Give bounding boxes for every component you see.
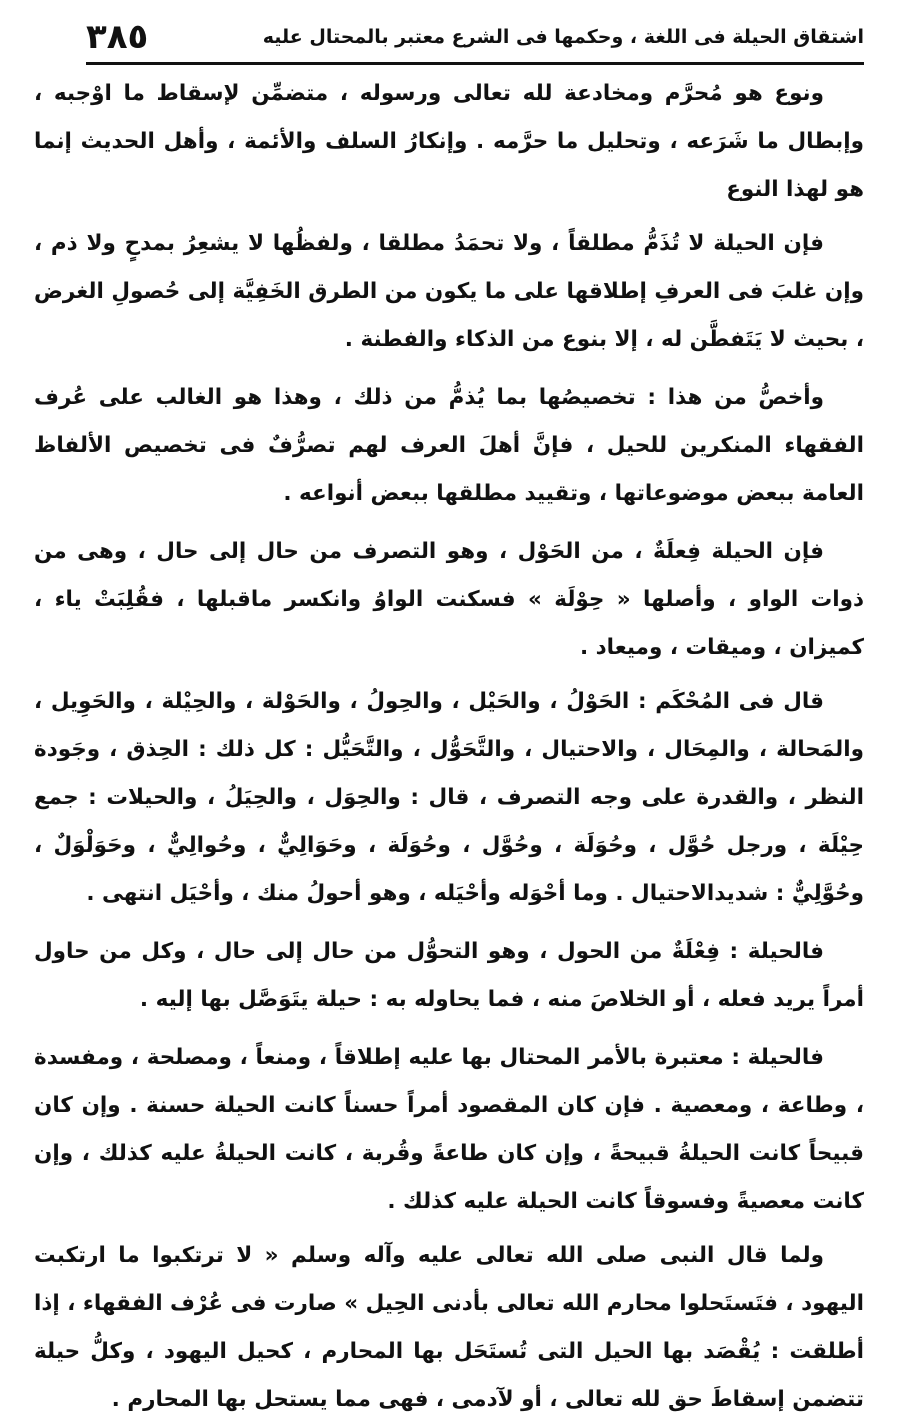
page-number: ٣٨٥: [86, 17, 149, 57]
paragraph: ولما قال النبى صلى الله تعالى عليه وآله وسلم « لا ترتكبوا ما ارتكبت اليهود ، فتَستَحلوا محارم الله تعالى بأدنى الحِيل » صارت فى عُرْف الفقهاء ، إذا أطلقت : يُقْصَد بها الحيل التى تُستَحَل بها المحارم ، كحيل اليهود ، وكلُّ حيلة تتضمن إسقاطَ حق لله تعالى ، أو لآدمى ، فهى مما يستحل بها المحارم .: [34, 1243, 864, 1412]
paragraph: فإن الحيلة لا تُذَمُّ مطلقاً ، ولا تحمَدُ مطلقا ، ولفظُها لا يشعِرُ بمدحٍ ولا ذم ، وإن غلبَ فى العرفِ إطلاقها على ما يكون من الطرق الخَفِيَّة إلى حُصولِ الغرض ، بحيث لا يَتَفطَّن له ، إلا بنوع من الذكاء والفطنة .: [34, 231, 864, 352]
paragraph: ونوع هو مُحرَّم ومخادعة لله تعالى ورسوله ، متضمِّن لإسقاط ما اوْجبه ، وإبطال ما شَرَعه ، وتحليل ما حرَّمه . وإنكارُ السلف والأئمة ، وأهل الحديث إنما هو لهذا النوع: [34, 81, 864, 202]
page-body: [34, 70, 864, 1412]
running-title: اشتقاق الحيلة فى اللغة ، وحكمها فى الشرع معتبر بالمحتال عليه: [262, 26, 864, 48]
paragraph: وأخصُّ من هذا : تخصيصُها بما يُذمُّ من ذلك ، وهذا هو الغالب على عُرف الفقهاء المنكرين للحيل ، فإنَّ أهلَ العرف لهم تصرُّفٌ فى تخصيص الألفاظ العامة ببعض موضوعاتها ، وتقييد مطلقها ببعض أنواعه .: [34, 385, 864, 506]
paragraph: فالحيلة : فِعْلَةٌ من الحول ، وهو التحوُّل من حال إلى حال ، وكل من حاول أمراً يريد فعله ، أو الخلاصَ منه ، فما يحاوله به : حيلة يتَوَصَّل بها إليه .: [34, 939, 864, 1012]
page-header: [86, 12, 864, 65]
paragraph: فإن الحيلة فِعلَةٌ ، من الحَوْل ، وهو التصرف من حال إلى حال ، وهى من ذوات الواو ، وأصلها « حِوْلَة » فسكنت الواوُ وانكسر ماقبلها ، فقُلِبَتْ ياء ، كميزان ، وميقات ، وميعاد .: [34, 539, 864, 660]
paragraph: قال فى المُحْكَم : الحَوْلُ ، والحَيْل ، والحِولُ ، والحَوْلة ، والحِيْلة ، والحَوِيل ، والمَحالة ، والمِحَال ، والاحتيال ، والتَّحَوُّل ، والتَّحَيُّل : كل ذلك : الحِذق ، وجَودة النظر ، والقدرة على وجه التصرف ، قال : والحِوَل ، والحِيَلُ ، والحيلات : جمع حِيْلَة ، ورجل حُوَّل ، وحُوَلَة ، وحُوَّل ، وحُوَلَة ، وحَوَالِيٌّ ، وحُوالِيٌّ ، وحَوَلْوَلٌ ، وحُوَّلِيٌّ : شديدالاحتيال . وما أحْوَله وأحْيَله ، وهو أحولُ منك ، وأحْيَل انتهى .: [34, 689, 864, 906]
paragraph: فالحيلة : معتبرة بالأمر المحتال بها عليه إطلاقاً ، ومنعاً ، ومصلحة ، ومفسدة ، وطاعة ، ومعصية . فإن كان المقصود أمراً حسناً كانت الحيلة حسنة . وإن كان قبيحاً كانت الحيلةُ قبيحةً ، وإن كان طاعةً وقُربة ، كانت الحيلةُ عليه كذلك ، وإن كانت معصيةً وفسوقاً كانت الحيلة عليه كذلك .: [34, 1045, 864, 1214]
